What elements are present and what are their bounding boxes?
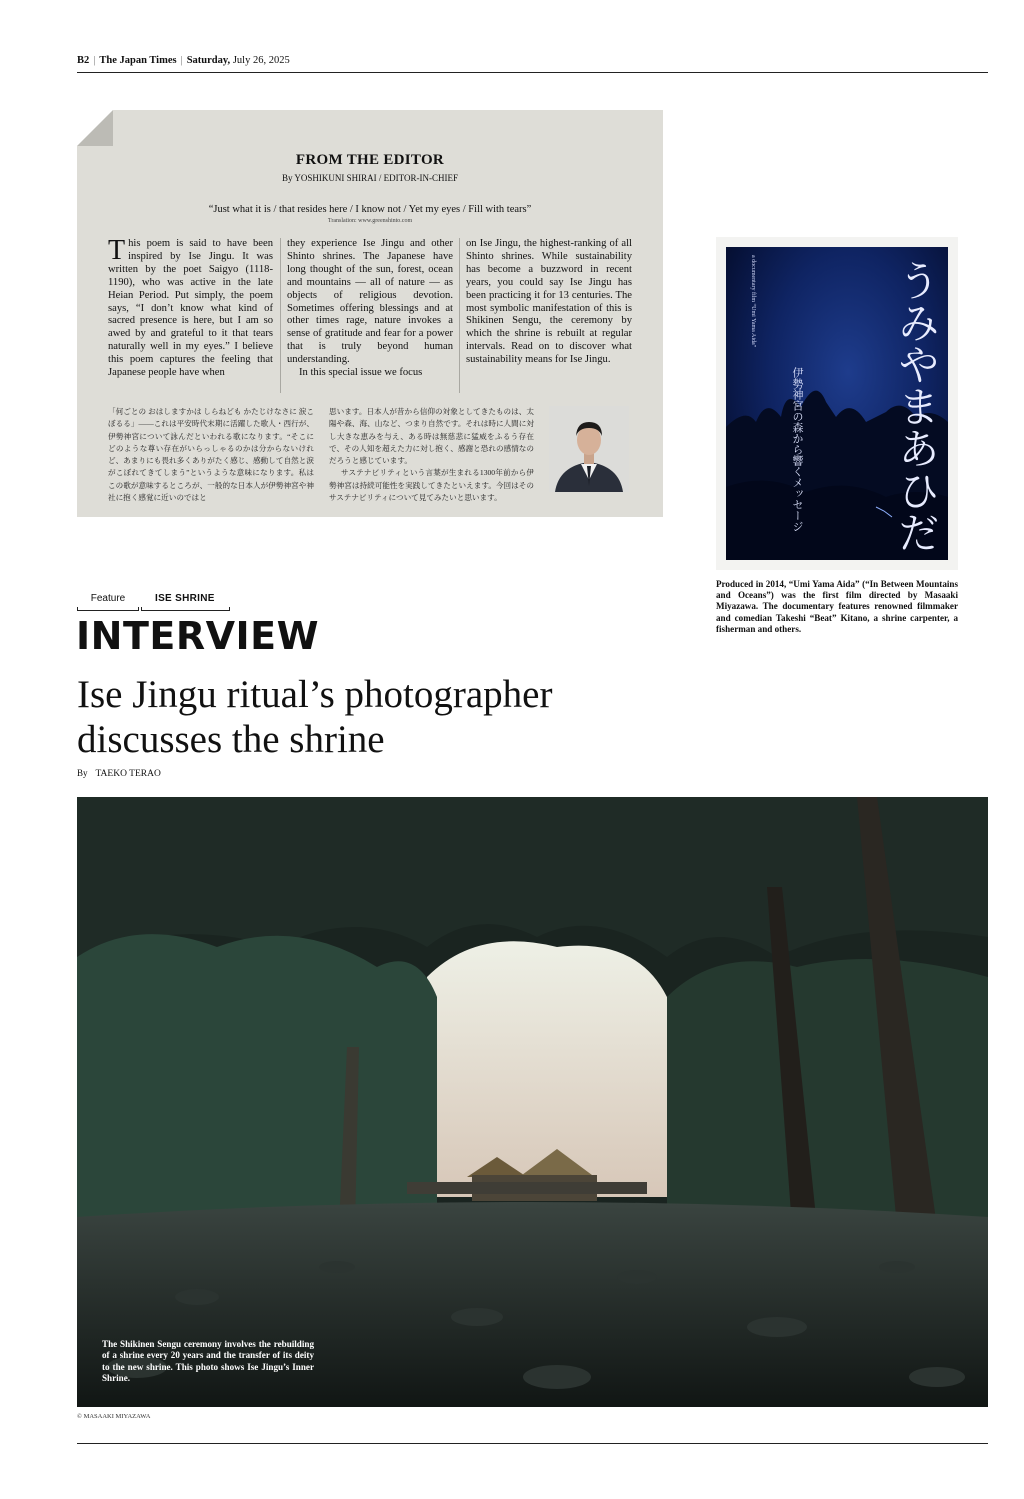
- editor-japanese-column-2-text-a: 思います。日本人が昔から信仰の対象としてきたものは、太陽や森、海、山など、つまり自然です。それは時に人間に対し大きな恵みを与え、ある時は無慈悲に猛威をふるう存在で、その人知を超えた力に対し抱く、感謝と恐れの感情なのだろうと感じています。: [329, 407, 534, 466]
- section-tag-ise-shrine: ISE SHRINE: [155, 593, 215, 604]
- editor-portrait: [549, 406, 629, 492]
- page-number: B2: [77, 55, 90, 66]
- page-header: B2 | The Japan Times | Saturday, July 26, 2025: [77, 55, 290, 66]
- article-byline-by: By: [77, 768, 88, 778]
- tag-bracket: [77, 607, 139, 611]
- poster-subtitle: 伊勢神宮の森から響くメッセージ: [791, 367, 803, 532]
- editor-title: FROM THE EDITOR: [295, 152, 445, 168]
- editor-column-2-text-a: they experience Ise Jingu and other Shinto shrines. The Japanese have long thought of the sun, forest, ocean and mountains — all of nature — as objects of religious devotion. Sometimes offering blessings and at other times rage, nature invokes a sense of gratitude and fear for a power that is truly beyond human understanding.: [287, 238, 453, 366]
- editor-column-3: on Ise Jingu, the highest-ranking of all Shinto shrines. While sustainability has become a buzzword in recent years, you could say Ise Jingu has been practicing it for 13 centuries. The most symbolic manifestation of this is Shikinen Sengu, the ceremony by which the shrine is rebuilt at regular intervals. Read on to discover what sustainability means for Ise Jingu.: [466, 238, 632, 366]
- translation-credit: Translation: www.greenshinto.com: [327, 218, 413, 224]
- tag-bracket: [141, 607, 230, 611]
- editor-japanese-column-2-text-b: サステナビリティという言葉が生まれる1300年前から伊勢神宮は持続可能性を実践してきたといえます。今回はそのサステナビリティについて見てみたいと思います。: [329, 468, 534, 503]
- poster-small-text: a documentary film “Umi Yama Aida”: [750, 255, 756, 348]
- editor-japanese-column-1: 「何ごとの おはしますかは しらねども かたじけなさに 涙こぼるる」——これは平安時代末期に活躍した歌人・西行が、伊勢神宮について詠んだといわれる歌になります。“そこにどのような尊い存在がいらっしゃるのかは分からないけれど、あまりにも畏れ多くありがたく感じ、感動して自然と涙がこぼれてきてしまう”というような意味になります。私はこの歌が意味するところが、一般的な日本人が伊勢神宮や神社に抱く感覚に近いのではと: [108, 407, 314, 503]
- article-author: TAEKO TERAO: [95, 769, 161, 779]
- drop-cap: T: [108, 235, 126, 266]
- article-byline: [77, 768, 161, 779]
- editor-column-2: [287, 238, 453, 380]
- editor-column-1-text: his poem is said to have been inspired by Ise Jingu. It was written by the poet Saigyo (1118-1190), who was active in the late Heian Period. Put simply, the poem says, “I don’t know what kind of sacred presence is here, but I am so awed by and grateful to it that tears naturally well in my eyes.” I believe this poem captures the feeling that Japanese people have when: [108, 238, 273, 379]
- editor-role: / EDITOR-IN-CHIEF: [378, 173, 458, 183]
- article-kicker: INTERVIEW: [76, 614, 320, 658]
- poster-title: うみやまあひだ: [892, 259, 941, 553]
- editor-poem: “Just what it is / that resides here / I know not / Yet my eyes / Fill with tears”: [208, 204, 532, 215]
- column-divider: [459, 238, 460, 393]
- footer-rule: [77, 1443, 988, 1444]
- photo-caption: The Shikinen Sengu ceremony involves the rebuilding of a shrine every 20 years and the transfer of its deity to the new shrine. This photo shows Ise Jingu’s Inner Shrine.: [102, 1339, 314, 1384]
- editor-name: YOSHIKUNI SHIRAI: [294, 173, 377, 183]
- film-poster-artwork: [726, 247, 948, 560]
- folded-corner: [77, 110, 113, 146]
- photo-credit: © MASAAKI MIYAZAWA: [77, 1413, 151, 1420]
- issue-date: July 26, 2025: [232, 55, 290, 66]
- column-divider: [280, 238, 281, 393]
- film-poster: [716, 237, 958, 570]
- section-tag-feature: Feature: [90, 593, 126, 604]
- shrine-photo: [77, 797, 988, 1407]
- article-headline: Ise Jingu ritual’s photographer discusses the shrine: [77, 673, 553, 761]
- editor-japanese-column-2: [329, 406, 534, 504]
- editor-byline-by: By: [281, 173, 293, 183]
- editor-column-1: [108, 235, 273, 380]
- poster-caption: Produced in 2014, “Umi Yama Aida” (“In Between Mountains and Oceans”) was the first film directed by Masaaki Miyazawa. The documentary features renowned filmmaker and comedian Takeshi “Beat” Kitano, a shrine carpenter, a fisherman and others.: [716, 579, 958, 634]
- editor-column-2-text-b: In this special issue we focus: [299, 367, 423, 379]
- publication-name: The Japan Times: [99, 55, 177, 66]
- issue-day: Saturday,: [186, 55, 231, 66]
- editor-box: [77, 110, 663, 517]
- header-rule: [77, 72, 988, 73]
- editor-byline: [77, 173, 663, 183]
